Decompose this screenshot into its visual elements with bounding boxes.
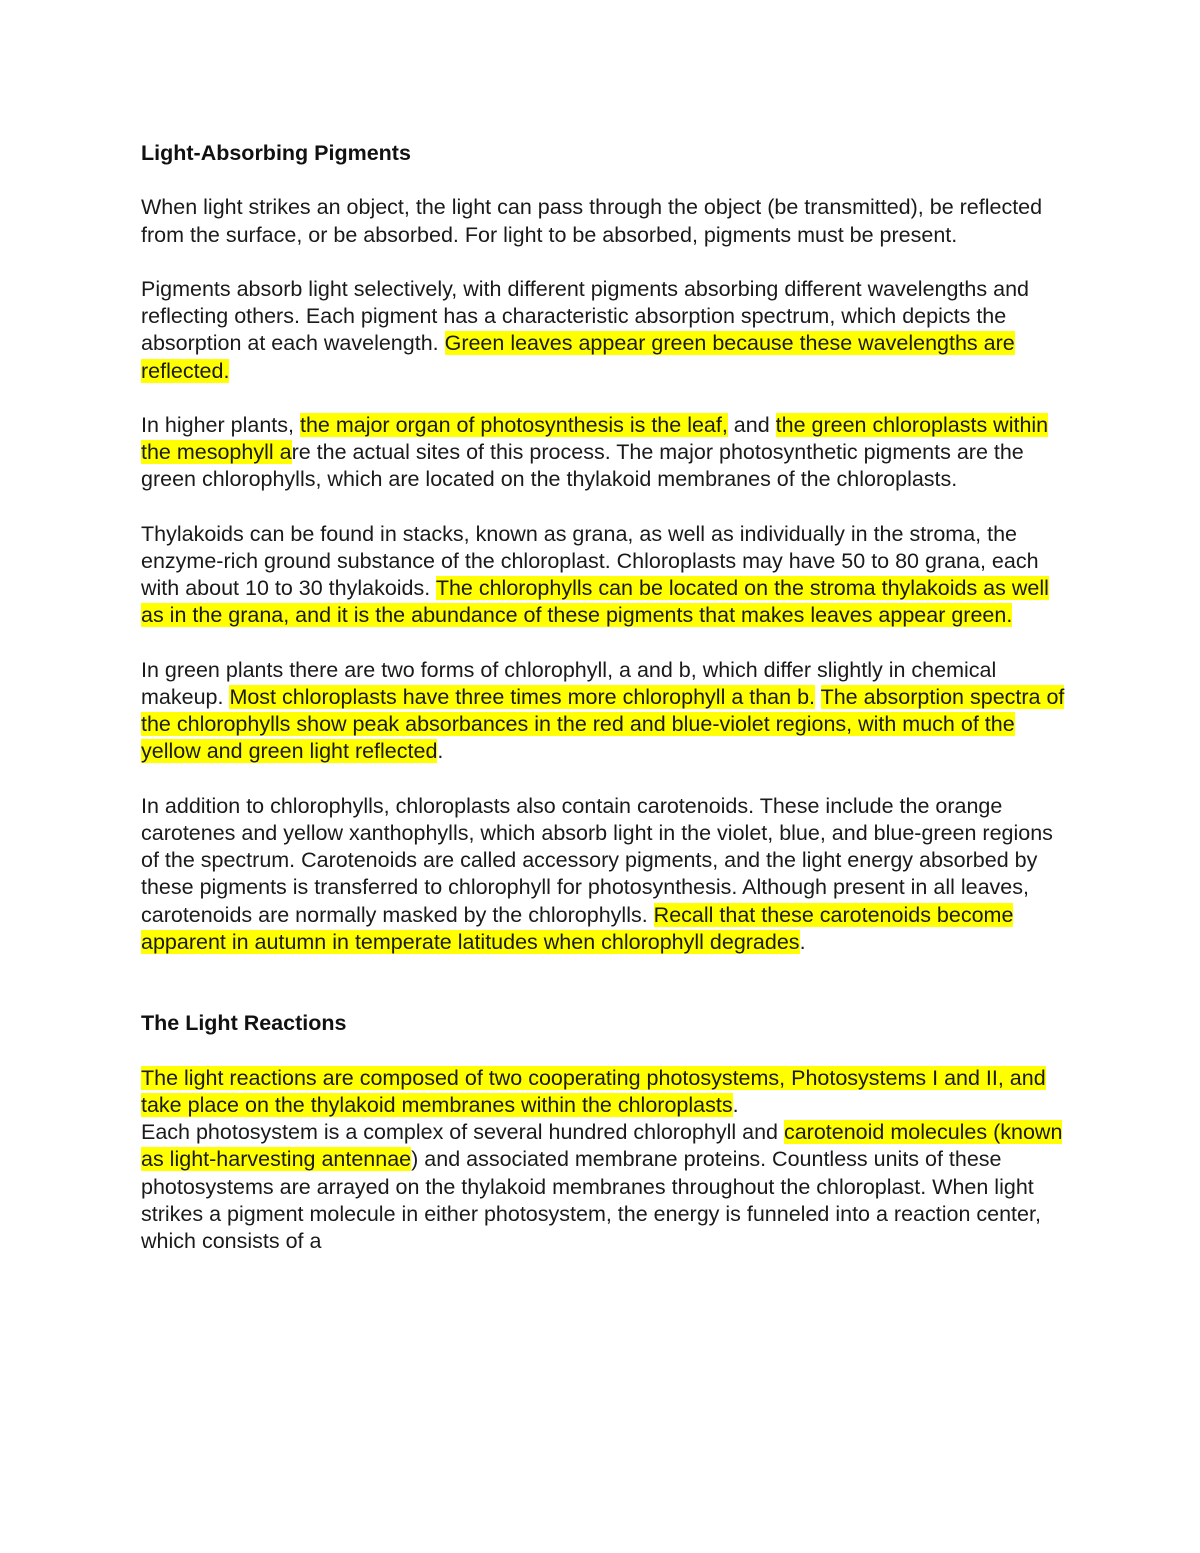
highlighted-text: the major organ of photosynthesis is the leaf, [299,412,728,437]
document-body [141,140,1071,1255]
highlighted-text: carotenoid molecules (known as light-harvesting antennae [141,1120,1063,1172]
highlighted-text: The chlorophylls can be located on the stroma thylakoids as well as in the grana, and it is the abundance of these pigments that makes leaves appear green. [141,576,1049,628]
highlighted-text: Green leaves appear green because these wavelengths are reflected. [141,331,1015,383]
paragraph-text: re the actual sites of this process. The major photosynthetic pigments are the green chlorophylls, which are located on the thylakoid membranes of the chloroplasts. [141,440,1024,492]
paragraph-pigments-absorb [141,276,1071,385]
paragraph-text: In addition to chlorophylls, chloroplasts also contain carotenoids. These include the orange carotenes and yellow xanthophylls, which absorb light in the violet, blue, and blue-green regions of the spectrum. Carotenoids are called accessory pigments, and the light energy absorbed by these pigments is transferred to chlorophyll for photosynthesis. Although present in all leaves, carotenoids are normally masked by the chlorophylls. [141,793,1053,927]
paragraph-two-forms-chlorophyll [141,657,1071,766]
paragraph-light-strikes: When light strikes an object, the light can pass through the object (be transmitted), be reflected from the surface, or be absorbed. For light to be absorbed, pigments must be present. [141,195,1043,247]
highlighted-text: Recall that these carotenoids become apparent in autumn in temperate latitudes when chlorophyll degrades [141,902,1014,954]
paragraph-text [815,685,821,709]
paragraph-text: . [732,1092,739,1117]
paragraph-text: In green plants there are two forms of chlorophyll, a and b, which differ slightly in chemical makeup. [141,657,997,709]
paragraph-carotenoids [141,793,1071,956]
paragraph-text: and [727,412,776,437]
paragraph-each-photosystem [141,1119,1071,1255]
paragraph-light-reactions-composed [141,1065,1071,1119]
highlighted-text: the green chloroplasts within the mesophyll a [141,412,1049,465]
highlighted-text: The absorption spectra of the chlorophylls show peak absorbances in the red and blue-violet regions, with much of the yellow and green light reflected [141,684,1065,764]
section-heading-light-absorbing-pigments: Light-Absorbing Pigments [141,141,411,165]
paragraph-text: Each photosystem is a complex of several hundred chlorophyll and [141,1120,784,1145]
highlighted-text: The light reactions are composed of two cooperating photosystems, Photosystems I and II, and take place on the thylakoid membranes within the chloroplasts [141,1065,1046,1117]
paragraph-text: ) and associated membrane proteins. Countless units of these photosystems are arrayed on the thylakoid membranes throughout the chloroplast. When light strikes a pigment molecule in either photosystem, the energy is funneled into a reaction center, which consists of a [141,1147,1041,1253]
paragraph-text: In higher plants, [141,412,300,437]
paragraph-text: . [437,739,444,764]
highlighted-text: Most chloroplasts have three times more chlorophyll a than b. [229,684,815,709]
paragraph-higher-plants [141,412,1071,494]
paragraph-thylakoids [141,521,1071,630]
section-heading-light-reactions: The Light Reactions [141,1011,347,1036]
paragraph-text: Pigments absorb light selectively, with different pigments absorbing different wavelengths and reflecting others. Each pigment has a characteristic absorption spectrum, which depicts the absorption at each wavelength. [141,276,1029,356]
paragraph-text: . [799,929,806,954]
paragraph-text: Thylakoids can be found in stacks, known as grana, as well as individually in the stroma, the enzyme-rich ground substance of the chloroplast. Chloroplasts may have 50 to 80 grana, each with about 10 to 30 thylakoids. [141,521,1039,601]
